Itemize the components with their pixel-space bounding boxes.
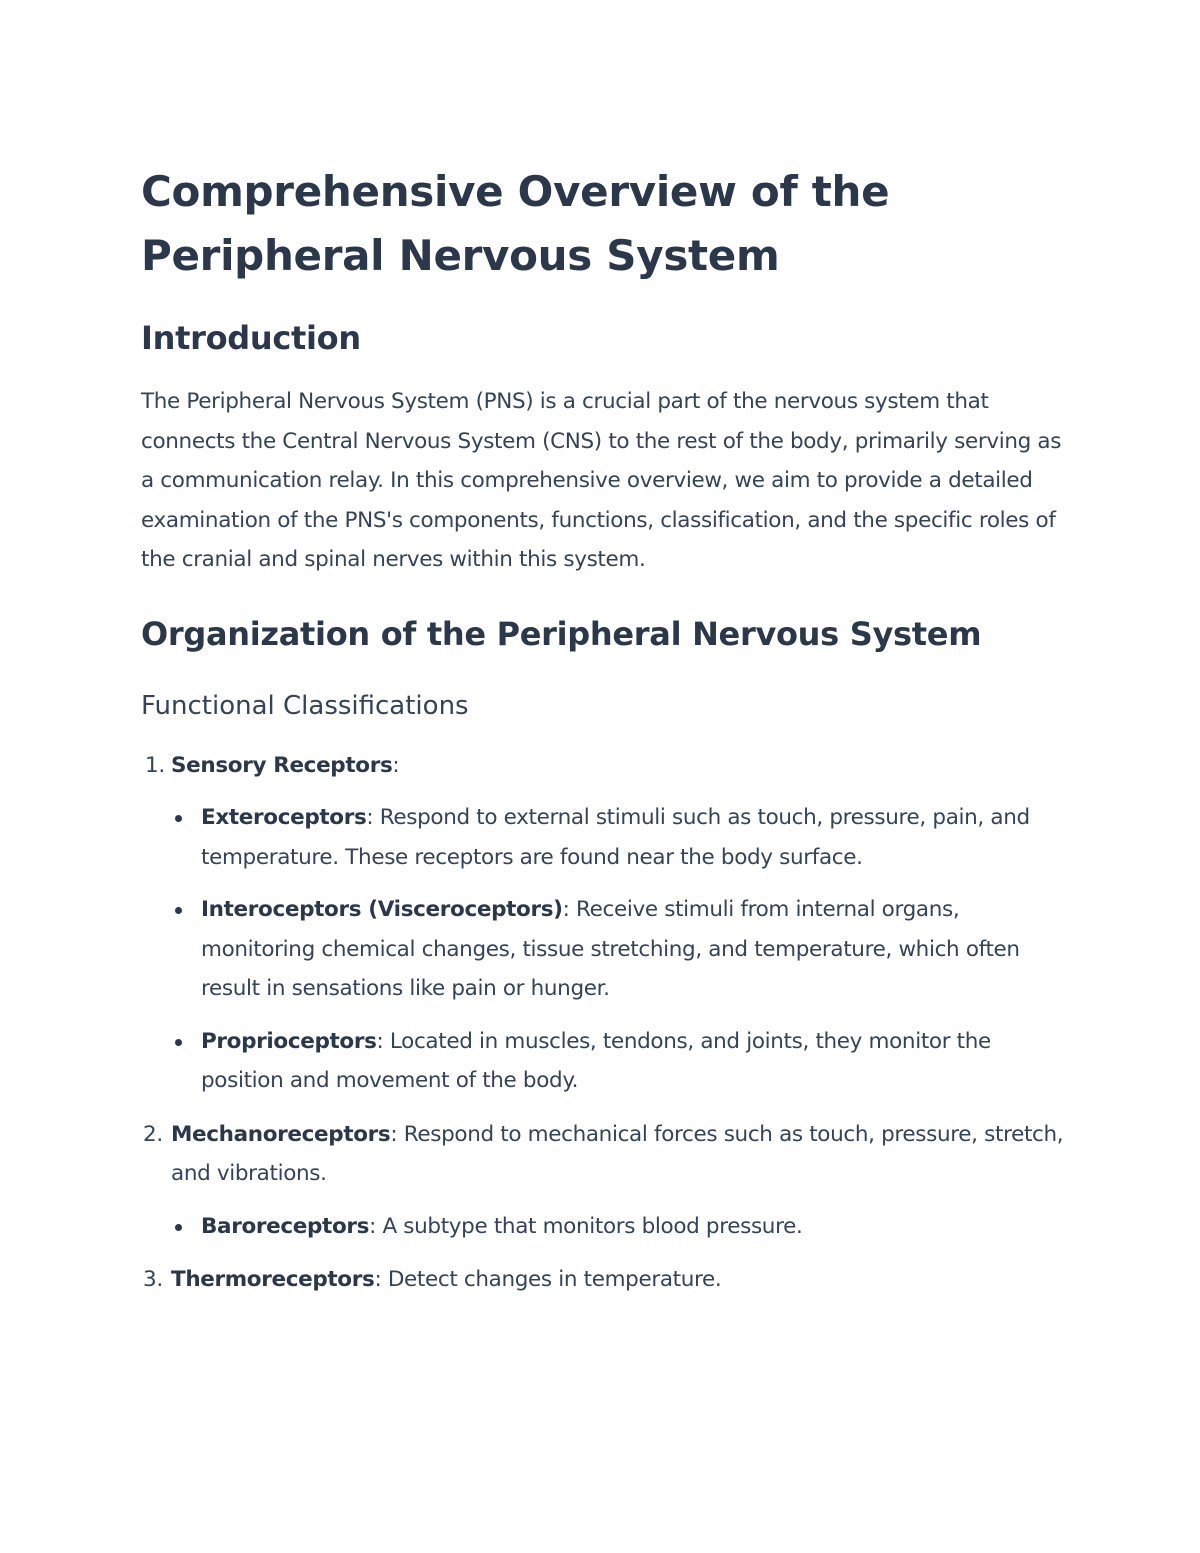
list-item	[141, 1115, 1071, 1247]
list-item-term: Sensory Receptors	[171, 752, 393, 778]
receptor-list	[141, 746, 1071, 1300]
sub-list-item	[171, 1022, 1071, 1101]
list-item-term: Thermoreceptors	[171, 1267, 375, 1292]
sub-list	[171, 798, 1071, 1101]
document-title: Comprehensive Overview of the Peripheral Nervous System	[141, 167, 890, 280]
list-item-number: 2.	[143, 1121, 163, 1147]
sub-item-description: : Respond to external stimuli such as touch, pressure, pain, and temperature. These receptors are found near the body surface.	[201, 805, 1030, 870]
bullet-icon	[175, 907, 182, 914]
bullet-icon	[175, 1039, 182, 1046]
list-item	[141, 746, 1071, 1101]
sub-list-item	[171, 890, 1071, 1009]
functional-classifications-subheading: Functional Classifications	[141, 690, 469, 721]
list-item-number: 1.	[145, 752, 165, 778]
sub-item-term: Baroreceptors	[201, 1213, 370, 1239]
list-item-description: :	[392, 752, 400, 778]
sub-item-term: Exteroceptors	[201, 805, 367, 830]
list-item-description: : Respond to mechanical forces such as touch, pressure, stretch, and vibrations.	[171, 1121, 1064, 1186]
introduction-paragraph: The Peripheral Nervous System (PNS) is a crucial part of the nervous system that connects the Central Nervous System (CNS) to the rest of the body, primarily serving as a communication relay. In this comprehensive overview, we aim to provide a detailed examination of the PNS's components, functions, classification, and the specific roles of the cranial and spinal nerves within this system.	[141, 389, 1062, 572]
list-item	[141, 1260, 1071, 1300]
document-page	[141, 160, 1071, 1300]
bullet-icon	[175, 815, 182, 822]
sub-item-description: : Located in muscles, tendons, and joints, they monitor the position and movement of the body.	[201, 1028, 991, 1093]
bullet-icon	[175, 1224, 182, 1231]
sub-item-term: Interoceptors (Visceroceptors)	[201, 897, 563, 922]
sub-item-description: : Receive stimuli from internal organs, monitoring chemical changes, tissue stretching, and temperature, which often result in sensations like pain or hunger.	[201, 897, 1020, 1001]
list-item-term: Mechanoreceptors	[171, 1121, 391, 1147]
introduction-heading: Introduction	[141, 319, 361, 357]
sub-list	[171, 1207, 1071, 1247]
sub-list-item	[171, 798, 1071, 877]
sub-item-description: : A subtype that monitors blood pressure.	[369, 1213, 803, 1239]
list-item-number: 3.	[143, 1267, 163, 1292]
organization-heading: Organization of the Peripheral Nervous System	[141, 614, 982, 653]
list-item-description: : Detect changes in temperature.	[374, 1267, 722, 1292]
sub-item-term: Proprioceptors	[201, 1028, 377, 1054]
sub-list-item	[171, 1207, 1071, 1247]
